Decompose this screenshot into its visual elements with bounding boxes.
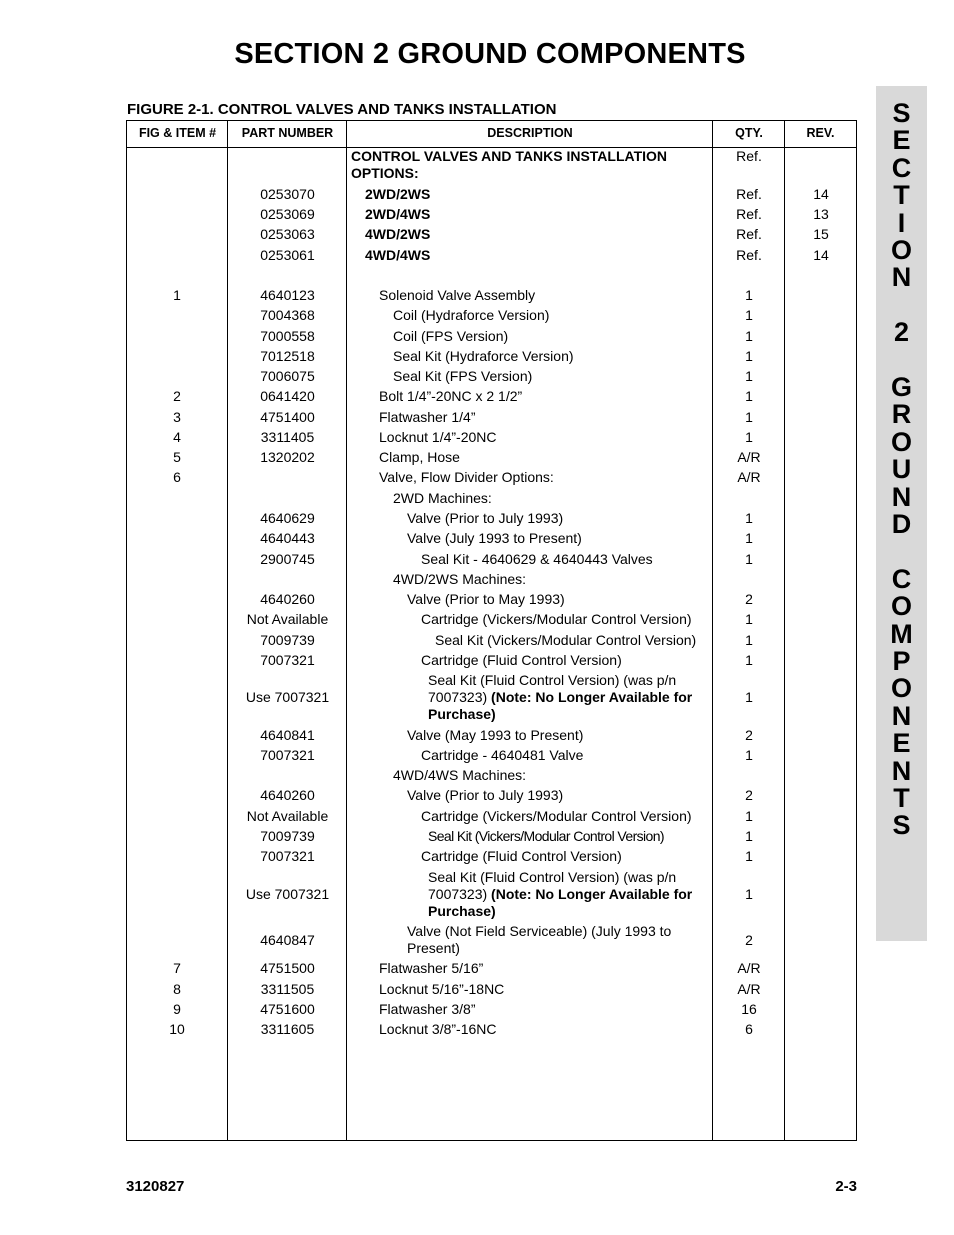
qty-cell: 2 [745, 591, 753, 607]
side-tab-letter: C [891, 563, 912, 594]
qty-cell: 6 [745, 1021, 753, 1037]
header-fig-item: FIG & ITEM # [138, 126, 217, 140]
fig-item-cell: 6 [173, 469, 181, 485]
side-tab-letter: G [890, 372, 912, 402]
side-tab-letter: T [893, 180, 910, 211]
rev-cell: 14 [813, 247, 829, 263]
description-text: Locknut 3/8”-16NC [379, 1021, 497, 1037]
description-text: Flatwasher 5/16” [379, 960, 484, 976]
description-cell [379, 388, 709, 405]
parts-table [126, 120, 857, 1141]
description-cell [393, 767, 709, 784]
description-cell [421, 611, 709, 628]
description-cell [407, 591, 709, 608]
description-cell [393, 328, 709, 345]
fig-item-cell: 10 [169, 1021, 185, 1037]
side-tab-letter: P [892, 646, 911, 676]
side-tab-letter: I [897, 207, 906, 238]
qty-cell: Ref. [736, 247, 762, 263]
part-number-cell: 4640443 [260, 530, 315, 546]
description-cell [407, 727, 709, 744]
description-text: Valve (July 1993 to Present) [407, 530, 582, 546]
description-cell [407, 510, 709, 527]
description-cell [365, 247, 709, 264]
part-number-cell: 7009739 [260, 632, 315, 648]
side-tab-letter: O [890, 426, 912, 457]
description-cell [428, 672, 709, 723]
part-number-cell: 0253061 [260, 247, 315, 263]
page-number: 2-3 [835, 1178, 857, 1195]
side-tab-letter: T [893, 783, 910, 813]
description-text: Cartridge (Vickers/Modular Control Version) [421, 808, 692, 824]
description-text: 4WD/4WS Machines: [393, 767, 527, 783]
description-cell [421, 747, 709, 764]
description-text: Solenoid Valve Assembly [379, 287, 536, 303]
part-number-cell: 4640841 [260, 727, 315, 743]
description-text: 2WD Machines: [393, 490, 492, 506]
description-cell [421, 808, 709, 825]
qty-cell: 1 [745, 429, 753, 445]
description-cell [428, 828, 709, 845]
part-number-cell: 4640260 [260, 591, 315, 607]
description-cell [379, 981, 709, 998]
qty-cell: Ref. [736, 186, 762, 202]
description-text: CONTROL VALVES AND TANKS INSTALLATION OPTIONS: [351, 148, 668, 181]
description-text: Coil (Hydraforce Version) [393, 307, 550, 323]
document-number: 3120827 [126, 1178, 185, 1195]
description-text: Valve (Prior to May 1993) [407, 591, 565, 607]
description-cell [379, 429, 709, 446]
qty-cell: 2 [745, 727, 753, 743]
qty-cell: 1 [745, 848, 753, 864]
description-cell [421, 551, 709, 568]
description-text: Seal Kit (Vickers/Modular Control Version) [428, 828, 664, 844]
rev-cell: 14 [813, 186, 829, 202]
fig-item-cell: 4 [173, 429, 181, 445]
part-number-cell: 4751400 [260, 409, 315, 425]
side-tab-letter: R [891, 399, 912, 430]
part-number-cell: 7007321 [260, 848, 315, 864]
qty-cell: 1 [745, 632, 753, 648]
part-number-cell: Not Available [246, 611, 329, 627]
qty-cell: A/R [737, 449, 761, 465]
qty-cell: 16 [741, 1001, 757, 1017]
description-text: Locknut 5/16”-18NC [379, 981, 505, 997]
description-cell [379, 1001, 709, 1018]
qty-cell: Ref. [736, 206, 762, 222]
description-text: Valve, Flow Divider Options: [379, 469, 554, 485]
qty-cell: 1 [745, 368, 753, 384]
description-text: Seal Kit (Hydraforce Version) [393, 348, 574, 364]
qty-cell: 2 [745, 787, 753, 803]
qty-cell: 1 [745, 828, 753, 844]
description-cell [407, 530, 709, 547]
fig-item-cell: 5 [173, 449, 181, 465]
part-number-cell: 7004368 [260, 307, 315, 323]
part-number-cell: 0641420 [260, 388, 315, 404]
description-note: (Note: No Longer Available for Purchase) [428, 689, 693, 722]
qty-cell: 1 [745, 808, 753, 824]
description-cell [379, 960, 709, 977]
fig-item-cell: 7 [173, 960, 181, 976]
rev-cell: 15 [813, 226, 829, 242]
part-number-cell: 4640847 [260, 931, 315, 948]
description-cell [379, 449, 709, 466]
description-text: Cartridge - 4640481 Valve [421, 747, 584, 763]
part-number-cell: 7012518 [260, 348, 315, 364]
fig-item-cell: 8 [173, 981, 181, 997]
side-tab-letter: N [891, 755, 912, 786]
part-number-cell: 7009739 [260, 828, 315, 844]
description-cell [393, 490, 709, 507]
qty-cell: 1 [745, 886, 753, 902]
fig-item-cell: 1 [173, 287, 181, 303]
description-cell [351, 148, 709, 182]
description-text: Valve (Not Field Serviceable) (July 1993 to Present) [407, 923, 672, 956]
description-note: (Note: No Longer Available for Purchase) [428, 886, 693, 919]
description-text: Valve (May 1993 to Present) [407, 727, 584, 743]
side-tab-letter: N [891, 262, 912, 293]
part-number-cell: 7007321 [260, 747, 315, 763]
side-tab-letter: O [890, 673, 912, 704]
fig-item-cell: 2 [173, 388, 181, 404]
fig-item-cell: 3 [173, 409, 181, 425]
description-text: Flatwasher 1/4” [379, 409, 476, 425]
qty-cell: Ref. [736, 148, 762, 164]
qty-cell: 2 [745, 931, 753, 948]
section-title: SECTION 2 GROUND COMPONENTS [234, 38, 746, 70]
qty-cell: 1 [745, 747, 753, 763]
header-rev: REV. [806, 126, 835, 140]
side-tab-letter: S [892, 98, 911, 128]
description-cell [393, 571, 709, 588]
fig-item-cell: 9 [173, 1001, 181, 1017]
part-number-cell: 3311505 [260, 981, 315, 997]
description-text: Clamp, Hose [379, 449, 460, 465]
section-side-tab [876, 86, 927, 941]
table-header [127, 121, 856, 148]
qty-cell: 1 [745, 530, 753, 546]
part-number-cell: 0253070 [260, 186, 315, 202]
description-cell [365, 206, 709, 223]
description-cell [379, 469, 709, 486]
description-text: Coil (FPS Version) [393, 328, 509, 344]
qty-cell: 1 [745, 551, 753, 567]
description-cell [407, 787, 709, 804]
part-number-cell: 4640629 [260, 510, 315, 526]
description-cell [407, 923, 709, 957]
side-tab-letter: O [890, 591, 912, 622]
part-number-cell: 3311405 [260, 429, 315, 445]
description-text: 4WD/4WS [365, 247, 431, 263]
description-cell [435, 632, 709, 649]
part-number-cell: Not Available [246, 808, 329, 824]
description-text: Cartridge (Fluid Control Version) [421, 652, 622, 668]
description-text: Seal Kit (Fluid Control Version) (was p/n 7007323) [428, 869, 677, 902]
description-text: Valve (Prior to July 1993) [407, 510, 564, 526]
part-number-cell: 0253069 [260, 206, 315, 222]
part-number-cell: Use 7007321 [245, 886, 330, 902]
part-number-cell: 4640123 [260, 287, 315, 303]
qty-cell: 1 [745, 611, 753, 627]
description-cell [379, 409, 709, 426]
qty-cell: 1 [745, 348, 753, 364]
description-text: Cartridge (Vickers/Modular Control Version) [421, 611, 692, 627]
side-tab-letter: E [892, 125, 911, 156]
description-cell [393, 368, 709, 385]
description-text: Flatwasher 3/8” [379, 1001, 476, 1017]
description-cell [365, 226, 709, 243]
description-text: Valve (Prior to July 1993) [407, 787, 564, 803]
description-cell [379, 1021, 709, 1038]
header-description: DESCRIPTION [487, 126, 573, 140]
description-text: Seal Kit (Fluid Control Version) (was p/n 7007323) [428, 672, 677, 705]
rev-cell: 13 [813, 206, 829, 222]
part-number-cell: 3311605 [260, 1021, 315, 1037]
part-number-cell: 7006075 [260, 368, 315, 384]
description-text: Cartridge (Fluid Control Version) [421, 848, 622, 864]
description-text: 4WD/2WS [365, 226, 431, 242]
description-text: 4WD/2WS Machines: [393, 571, 527, 587]
part-number-cell: 7000558 [260, 328, 315, 344]
qty-cell: 1 [745, 307, 753, 323]
qty-cell: A/R [737, 469, 761, 485]
part-number-cell: Use 7007321 [245, 689, 330, 705]
part-number-cell: 4751600 [260, 1001, 315, 1017]
side-tab-letter: 2 [893, 317, 910, 348]
description-text: Bolt 1/4”-20NC x 2 1/2” [379, 388, 523, 404]
side-tab-letter: S [892, 810, 911, 841]
description-cell [365, 186, 709, 203]
side-tab-letter: C [891, 152, 912, 183]
part-number-cell: 2900745 [260, 551, 315, 567]
side-tab-letter: O [890, 235, 912, 265]
description-text: 2WD/4WS [365, 206, 431, 222]
side-tab-letter: M [890, 618, 913, 649]
qty-cell: 1 [745, 689, 753, 705]
description-text: 2WD/2WS [365, 186, 431, 202]
description-cell [421, 848, 709, 865]
description-cell [393, 348, 709, 365]
qty-cell: Ref. [736, 226, 762, 242]
part-number-cell: 0253063 [260, 226, 315, 242]
qty-cell: A/R [737, 981, 761, 997]
figure-title: FIGURE 2-1. CONTROL VALVES AND TANKS INSTALLATION [127, 101, 557, 118]
description-text: Seal Kit - 4640629 & 4640443 Valves [421, 551, 653, 567]
qty-cell: 1 [745, 409, 753, 425]
header-qty: QTY. [735, 126, 763, 140]
header-part-number: PART NUMBER [241, 126, 334, 140]
side-tab-letter: U [891, 454, 912, 485]
part-number-cell: 7007321 [260, 652, 315, 668]
part-number-cell: 4751500 [260, 960, 315, 976]
table-body [127, 148, 856, 1140]
side-tab-letter: D [891, 509, 912, 539]
part-number-cell: 4640260 [260, 787, 315, 803]
description-cell [428, 869, 709, 920]
qty-cell: 1 [745, 328, 753, 344]
qty-cell: 1 [745, 510, 753, 526]
description-cell [379, 287, 709, 304]
side-tab-letter: E [892, 728, 911, 759]
qty-cell: 1 [745, 652, 753, 668]
part-number-cell: 1320202 [260, 449, 315, 465]
description-cell [421, 652, 709, 669]
qty-cell: 1 [745, 388, 753, 404]
description-text: Seal Kit (Vickers/Modular Control Version) [435, 632, 697, 648]
description-text: Seal Kit (FPS Version) [393, 368, 533, 384]
description-cell [393, 307, 709, 324]
side-tab-letter: N [891, 700, 912, 731]
qty-cell: A/R [737, 960, 761, 976]
qty-cell: 1 [745, 287, 753, 303]
side-tab-letter: N [891, 481, 912, 512]
description-text: Locknut 1/4”-20NC [379, 429, 497, 445]
